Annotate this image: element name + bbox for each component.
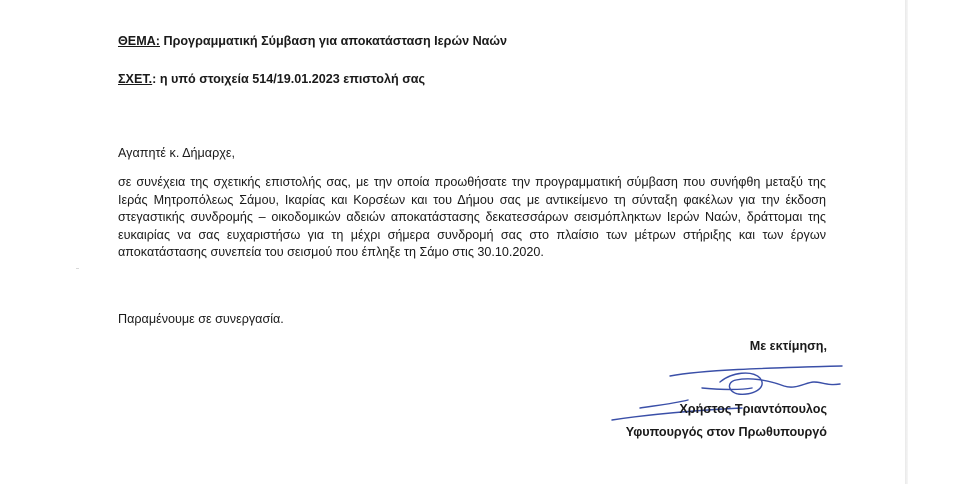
- signatory-role: Υφυπουργός στον Πρωθυπουργό: [625, 425, 827, 439]
- signature-greeting: Με εκτίμηση,: [749, 339, 827, 353]
- subject-text: Προγραμματική Σύμβαση για αποκατάσταση Ιερών Ναών: [159, 34, 508, 48]
- reference-line: [118, 71, 425, 87]
- page-edge-shadow: [905, 0, 908, 484]
- letter-body: [118, 174, 826, 262]
- subject-line: [118, 33, 507, 49]
- reference-text: : η υπό στοιχεία 514/19.01.2023 επιστολή σας: [152, 72, 426, 86]
- greeting: Αγαπητέ κ. Δήμαρχε,: [118, 146, 235, 160]
- reference-label: ΣΧΕΤ.: [118, 72, 153, 86]
- subject-label: ΘΕΜΑ:: [118, 34, 160, 48]
- handwritten-signature: [592, 342, 872, 432]
- signatory-name: Χρήστος Τριαντόπουλος: [679, 402, 827, 416]
- body-paragraph: σε συνέχεια της σχετικής επιστολής σας, με την οποία προωθήσατε την προγραμματική σύμβαση που συνήφθη μεταξύ της Ιεράς Μητροπόλεως Σάμου, Ικαρίας και Κορσέων και του Δήμου σας με αντικείμενο τη σύνταξη φακέλων για την έκδοση στεγαστικής συνδρομής – οικοδομικών αδειών αποκατάστασης δεκατεσσάρων σεισμόπληκτων Ιερών Ναών, δράττομαι της ευκαιρίας να σας ευχαριστήσω για τη μέχρι σήμερα συνδρομή σας στο πλαίσιο των μέτρων στήριξης και των έργων αποκατάστασης συνεπεία του σεισμού που έπληξε τη Σάμο στις 30.10.2020.: [118, 175, 826, 260]
- closing-line: Παραμένουμε σε συνεργασία.: [118, 312, 284, 326]
- scan-speck: [76, 268, 79, 269]
